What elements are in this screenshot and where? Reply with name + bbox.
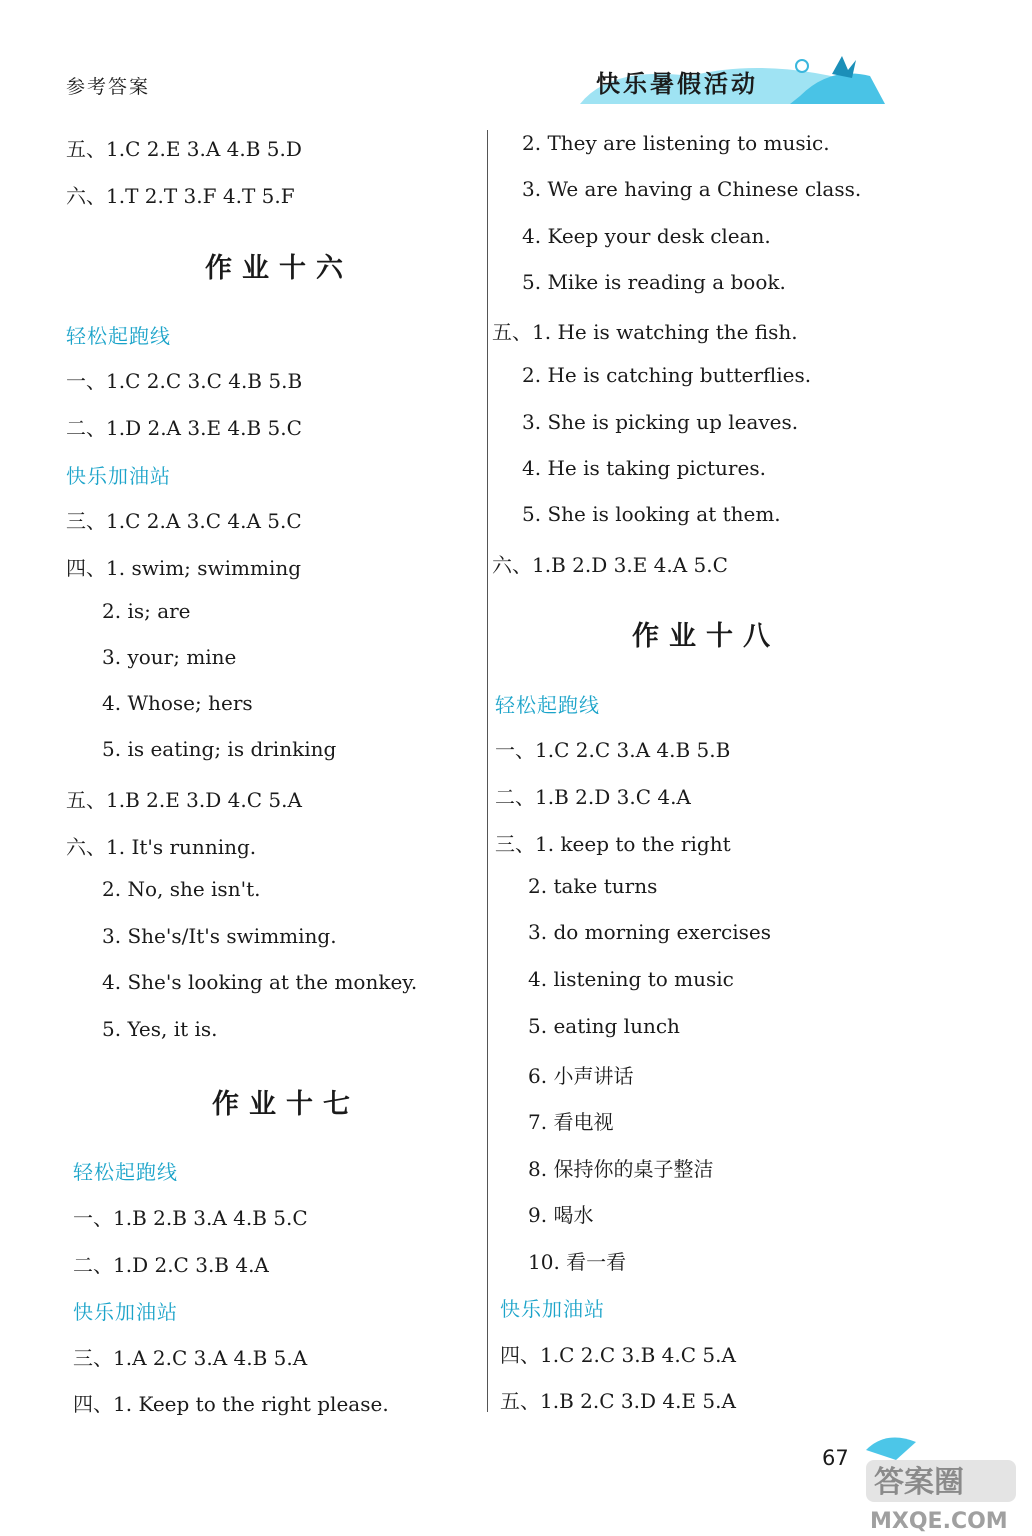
answer-line: 4. She's looking at the monkey.: [102, 970, 418, 994]
answer-line: 5. eating lunch: [528, 1014, 680, 1038]
answer-line: 五、1.B 2.E 3.D 4.C 5.A: [66, 788, 302, 812]
answer-line: 六、1. It's running.: [66, 835, 257, 859]
header-title: 参考答案: [66, 76, 151, 98]
answer-line: 五、1.C 2.E 3.A 4.B 5.D: [66, 137, 302, 161]
answer-line: 二、1.D 2.A 3.E 4.B 5.C: [66, 416, 302, 440]
answer-line: 5. Mike is reading a book.: [522, 270, 786, 294]
answer-line: 四、1.C 2.C 3.B 4.C 5.A: [500, 1343, 736, 1367]
subheading: 快乐加油站: [66, 464, 171, 488]
subheading: 快乐加油站: [73, 1300, 178, 1324]
answer-line: 3. do morning exercises: [528, 920, 771, 944]
svg-text:MXQE.COM: MXQE.COM: [870, 1509, 1008, 1534]
answer-line: 二、1.D 2.C 3.B 4.A: [73, 1253, 269, 1277]
answer-line: 六、1.B 2.D 3.E 4.A 5.C: [492, 553, 728, 577]
answer-line: 3. She's/It's swimming.: [102, 924, 337, 948]
answer-line: 三、1.A 2.C 3.A 4.B 5.A: [73, 1346, 308, 1370]
answer-line: 2. is; are: [102, 599, 191, 623]
answer-line: 5. is eating; is drinking: [102, 737, 337, 761]
answer-line: 5. Yes, it is.: [102, 1017, 218, 1041]
answer-line: 五、1.B 2.C 3.D 4.E 5.A: [500, 1389, 736, 1413]
subheading: 轻松起跑线: [495, 693, 600, 717]
answer-line: 4. listening to music: [528, 967, 734, 991]
answer-line: 一、1.B 2.B 3.A 4.B 5.C: [73, 1206, 308, 1230]
answer-line: 8. 保持你的桌子整洁: [528, 1157, 714, 1181]
answer-line: 二、1.B 2.D 3.C 4.A: [495, 785, 691, 809]
answer-line: 7. 看电视: [528, 1110, 614, 1134]
section-title-hw18: 作业十八: [632, 621, 780, 652]
section-title-hw17: 作业十七: [212, 1089, 360, 1120]
answer-line: 2. He is catching butterflies.: [522, 363, 812, 387]
answer-line: 3. We are having a Chinese class.: [522, 177, 862, 201]
answer-line: 4. He is taking pictures.: [522, 456, 766, 480]
answer-line: 4. Whose; hers: [102, 691, 253, 715]
answer-line: 2. take turns: [528, 874, 658, 898]
subheading: 轻松起跑线: [73, 1160, 178, 1184]
watermark-logo: [856, 1420, 1032, 1536]
answer-line: 四、1. Keep to the right please.: [73, 1392, 389, 1416]
page-number: 67: [822, 1446, 849, 1470]
subheading: 轻松起跑线: [66, 324, 171, 348]
answer-line: 四、1. swim; swimming: [66, 556, 302, 580]
answer-line: 4. Keep your desk clean.: [522, 224, 771, 248]
column-divider: [487, 130, 488, 1412]
answer-line: 5. She is looking at them.: [522, 502, 781, 526]
section-title-hw16: 作业十六: [205, 253, 353, 284]
answer-line: 一、1.C 2.C 3.C 4.B 5.B: [66, 369, 303, 393]
subheading: 快乐加油站: [500, 1297, 605, 1321]
answer-line: 一、1.C 2.C 3.A 4.B 5.B: [495, 738, 731, 762]
answer-line: 10. 看一看: [528, 1250, 627, 1274]
svg-text:答案圈: 答案圈: [874, 1465, 964, 1500]
answer-line: 2. They are listening to music.: [522, 131, 830, 155]
answer-line: 六、1.T 2.T 3.F 4.T 5.F: [66, 184, 295, 208]
answer-line: 五、1. He is watching the fish.: [492, 320, 798, 344]
answer-line: 6. 小声讲话: [528, 1064, 634, 1088]
answer-line: 3. your; mine: [102, 645, 237, 669]
answer-line: 3. She is picking up leaves.: [522, 410, 799, 434]
answer-line: 9. 喝水: [528, 1203, 594, 1227]
banner-title: 快乐暑假活动: [596, 70, 758, 98]
answer-line: 三、1.C 2.A 3.C 4.A 5.C: [66, 509, 302, 533]
answer-line: 三、1. keep to the right: [495, 832, 731, 856]
answer-line: 2. No, she isn't.: [102, 877, 261, 901]
